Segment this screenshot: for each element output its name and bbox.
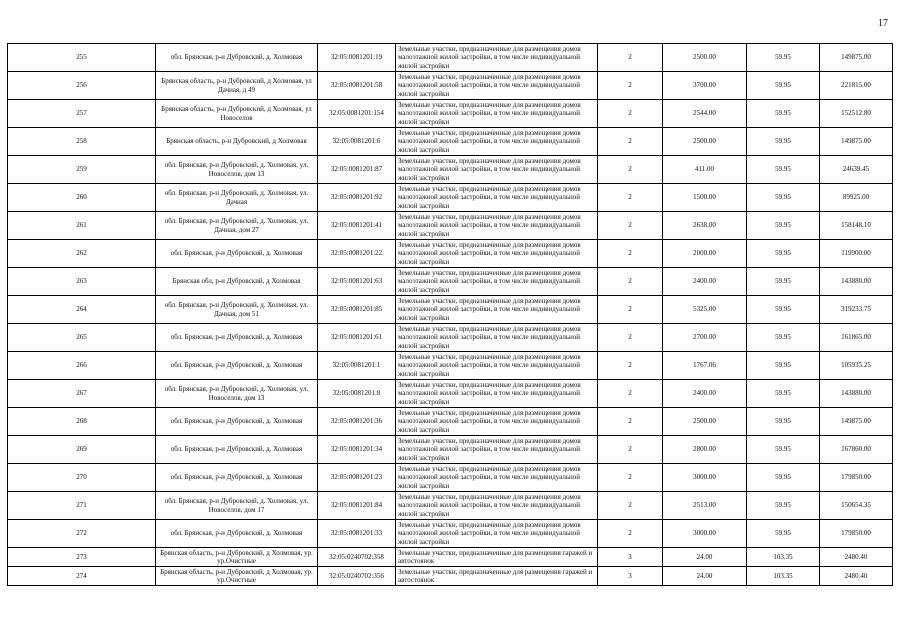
land-use-cell: Земельные участки, предназначенные для размещения домов малоэтажной жилой застройки, в том числе индивидуальной жилой застройки xyxy=(396,100,598,128)
cadastral-cost-cell: 105935.25 xyxy=(820,352,893,380)
land-use-cell: Земельные участки, предназначенные для размещения домов малоэтажной жилой застройки, в том числе индивидуальной жилой застройки xyxy=(396,436,598,464)
group-cell: 2 xyxy=(598,100,663,128)
area-cell: 2544.00 xyxy=(663,100,747,128)
rate-cell: 103.35 xyxy=(747,548,820,567)
cadastral-cost-cell: 89925.00 xyxy=(820,184,893,212)
land-use-cell: Земельные участки, предназначенные для размещения домов малоэтажной жилой застройки, в том числе индивидуальной жилой застройки xyxy=(396,324,598,352)
table-row xyxy=(8,464,893,492)
group-cell: 2 xyxy=(598,72,663,100)
table-row xyxy=(8,492,893,520)
row-number: 260 xyxy=(8,184,156,212)
table-row xyxy=(8,567,893,586)
rate-cell: 59.95 xyxy=(747,296,820,324)
row-number: 263 xyxy=(8,268,156,296)
rate-cell: 59.95 xyxy=(747,44,820,72)
table-row xyxy=(8,436,893,464)
address-cell: обл. Брянская, р-н Дубровский, д. Холмовая, ул. Дачная, дом 51 xyxy=(156,296,318,324)
area-cell: 2800.00 xyxy=(663,436,747,464)
area-cell: 2500.00 xyxy=(663,44,747,72)
rate-cell: 59.95 xyxy=(747,72,820,100)
table-row xyxy=(8,520,893,548)
table-row xyxy=(8,324,893,352)
group-cell: 2 xyxy=(598,44,663,72)
group-cell: 2 xyxy=(598,240,663,268)
address-cell: обл. Брянская, р-н Дубровский, д. Холмовая xyxy=(156,520,318,548)
land-use-cell: Земельные участки, предназначенные для размещения домов малоэтажной жилой застройки, в том числе индивидуальной жилой застройки xyxy=(396,268,598,296)
table-row xyxy=(8,268,893,296)
land-use-cell: Земельные участки, предназначенные для размещения домов малоэтажной жилой застройки, в том числе индивидуальной жилой застройки xyxy=(396,156,598,184)
row-number: 255 xyxy=(8,44,156,72)
cadastral-number-cell: 32:05:0081201:58 xyxy=(318,72,396,100)
group-cell: 3 xyxy=(598,567,663,586)
rate-cell: 59.95 xyxy=(747,128,820,156)
cadastral-cost-cell: 2480.40 xyxy=(820,567,893,586)
table-row xyxy=(8,352,893,380)
cadastral-number-cell: 32:05:0081201:87 xyxy=(318,156,396,184)
area-cell: 1767.06 xyxy=(663,352,747,380)
group-cell: 2 xyxy=(598,184,663,212)
row-number: 262 xyxy=(8,240,156,268)
address-cell: обл. Брянская, р-н Дубровский, д. Холмовая, ул. Новоселов, дом 17 xyxy=(156,492,318,520)
rate-cell: 59.95 xyxy=(747,464,820,492)
row-number: 266 xyxy=(8,352,156,380)
cadastral-number-cell: 32:05:0081201:41 xyxy=(318,212,396,240)
cadastral-number-cell: 32:05:0081201:36 xyxy=(318,408,396,436)
cadastral-number-cell: 32:05:0081201:8 xyxy=(318,380,396,408)
cadastral-number-cell: 32:05:0081201:34 xyxy=(318,436,396,464)
address-cell: обл. Брянская, р-н Дубровский, д. Холмовая, ул. Новоселов, дом 13 xyxy=(156,380,318,408)
cadastral-cost-cell: 152512.80 xyxy=(820,100,893,128)
cadastral-number-cell: 32:05:0081201:85 xyxy=(318,296,396,324)
row-number: 261 xyxy=(8,212,156,240)
group-cell: 2 xyxy=(598,408,663,436)
table-row xyxy=(8,156,893,184)
cadastral-cost-cell: 319233.75 xyxy=(820,296,893,324)
cadastral-cost-cell: 179850.00 xyxy=(820,520,893,548)
address-cell: обл. Брянская, р-н Дубровский, д. Холмовая, ул. Дачная xyxy=(156,184,318,212)
address-cell: Брянская область, р-н Дубровский, д Холмовая, ул Новоселов xyxy=(156,100,318,128)
group-cell: 2 xyxy=(598,128,663,156)
row-number: 258 xyxy=(8,128,156,156)
area-cell: 24.00 xyxy=(663,548,747,567)
group-cell: 2 xyxy=(598,212,663,240)
land-use-cell: Земельные участки, предназначенные для размещения гаражей и автостоянок xyxy=(396,548,598,567)
row-number: 269 xyxy=(8,436,156,464)
table-row xyxy=(8,44,893,72)
address-cell: обл. Брянская, р-н Дубровский, д. Холмовая, ул. Новоселов, дом 13 xyxy=(156,156,318,184)
land-use-cell: Земельные участки, предназначенные для размещения домов малоэтажной жилой застройки, в том числе индивидуальной жилой застройки xyxy=(396,492,598,520)
rate-cell: 59.95 xyxy=(747,100,820,128)
land-use-cell: Земельные участки, предназначенные для размещения домов малоэтажной жилой застройки, в том числе индивидуальной жилой застройки xyxy=(396,240,598,268)
group-cell: 2 xyxy=(598,352,663,380)
cadastral-cost-cell: 179850.00 xyxy=(820,464,893,492)
rate-cell: 59.95 xyxy=(747,184,820,212)
cadastral-number-cell: 32:05:0240702:358 xyxy=(318,548,396,567)
rate-cell: 59.95 xyxy=(747,324,820,352)
rate-cell: 59.95 xyxy=(747,520,820,548)
cadastral-cost-cell: 150654.35 xyxy=(820,492,893,520)
row-number: 268 xyxy=(8,408,156,436)
cadastral-cost-cell: 149875.00 xyxy=(820,44,893,72)
row-number: 274 xyxy=(8,567,156,586)
rate-cell: 59.95 xyxy=(747,408,820,436)
area-cell: 3000.00 xyxy=(663,464,747,492)
cadastral-number-cell: 32:05:0081201:154 xyxy=(318,100,396,128)
group-cell: 2 xyxy=(598,436,663,464)
cadastral-cost-cell: 221815.00 xyxy=(820,72,893,100)
cadastral-cost-cell: 143880.00 xyxy=(820,268,893,296)
address-cell: обл. Брянская, р-н Дубровский, д. Холмовая xyxy=(156,44,318,72)
table-row xyxy=(8,184,893,212)
cadastral-cost-cell: 149875.00 xyxy=(820,408,893,436)
rate-cell: 103.35 xyxy=(747,567,820,586)
row-number: 256 xyxy=(8,72,156,100)
group-cell: 2 xyxy=(598,380,663,408)
area-cell: 3700.00 xyxy=(663,72,747,100)
rate-cell: 59.95 xyxy=(747,436,820,464)
table-row xyxy=(8,212,893,240)
row-number: 259 xyxy=(8,156,156,184)
area-cell: 1500.00 xyxy=(663,184,747,212)
cadastral-cost-cell: 143880.00 xyxy=(820,380,893,408)
table-row xyxy=(8,408,893,436)
area-cell: 2400.00 xyxy=(663,380,747,408)
row-number: 272 xyxy=(8,520,156,548)
cadastral-cost-cell: 24639.45 xyxy=(820,156,893,184)
address-cell: Брянская обл, р-н Дубровский, д Холмовая xyxy=(156,268,318,296)
land-use-cell: Земельные участки, предназначенные для размещения гаражей и автостоянок xyxy=(396,567,598,586)
cadastral-number-cell: 32:05:0081201:84 xyxy=(318,492,396,520)
cadastral-number-cell: 32:05:0081201:19 xyxy=(318,44,396,72)
address-cell: обл. Брянская, р-н Дубровский, д. Холмовая xyxy=(156,240,318,268)
address-cell: Брянская область, р-н Дубровский, д Холмовая, ур. ур.Очистные xyxy=(156,567,318,586)
address-cell: обл. Брянская, р-н Дубровский, д. Холмовая xyxy=(156,464,318,492)
rate-cell: 59.95 xyxy=(747,240,820,268)
land-use-cell: Земельные участки, предназначенные для размещения домов малоэтажной жилой застройки, в том числе индивидуальной жилой застройки xyxy=(396,72,598,100)
cadastral-cost-cell: 2480.40 xyxy=(820,548,893,567)
row-number: 270 xyxy=(8,464,156,492)
group-cell: 2 xyxy=(598,492,663,520)
row-number: 265 xyxy=(8,324,156,352)
land-use-cell: Земельные участки, предназначенные для размещения домов малоэтажной жилой застройки, в том числе индивидуальной жилой застройки xyxy=(396,464,598,492)
table-row xyxy=(8,548,893,567)
area-cell: 2400.00 xyxy=(663,268,747,296)
land-registry-table xyxy=(7,43,893,586)
cadastral-cost-cell: 119900.00 xyxy=(820,240,893,268)
area-cell: 2513.00 xyxy=(663,492,747,520)
table-row xyxy=(8,296,893,324)
group-cell: 2 xyxy=(598,296,663,324)
land-use-cell: Земельные участки, предназначенные для размещения домов малоэтажной жилой застройки, в том числе индивидуальной жилой застройки xyxy=(396,408,598,436)
table-row xyxy=(8,128,893,156)
area-cell: 2500.00 xyxy=(663,408,747,436)
cadastral-cost-cell: 158148.10 xyxy=(820,212,893,240)
row-number: 273 xyxy=(8,548,156,567)
address-cell: Брянская область, р-н Дубровский, д Холмовая, ур. ур.Очистные xyxy=(156,548,318,567)
address-cell: Брянская область, р-н Дубровский, д Холмовая xyxy=(156,128,318,156)
row-number: 257 xyxy=(8,100,156,128)
land-use-cell: Земельные участки, предназначенные для размещения домов малоэтажной жилой застройки, в том числе индивидуальной жилой застройки xyxy=(396,128,598,156)
address-cell: обл. Брянская, р-н Дубровский, д. Холмовая xyxy=(156,436,318,464)
rate-cell: 59.95 xyxy=(747,380,820,408)
rate-cell: 59.95 xyxy=(747,156,820,184)
area-cell: 2000.00 xyxy=(663,240,747,268)
table-row xyxy=(8,100,893,128)
cadastral-number-cell: 32:05:0081201:63 xyxy=(318,268,396,296)
cadastral-number-cell: 32:05:0081201:61 xyxy=(318,324,396,352)
address-cell: обл. Брянская, р-н Дубровский, д. Холмовая xyxy=(156,324,318,352)
area-cell: 2638.00 xyxy=(663,212,747,240)
area-cell: 3000.00 xyxy=(663,520,747,548)
land-use-cell: Земельные участки, предназначенные для размещения домов малоэтажной жилой застройки, в том числе индивидуальной жилой застройки xyxy=(396,184,598,212)
group-cell: 2 xyxy=(598,464,663,492)
land-use-cell: Земельные участки, предназначенные для размещения домов малоэтажной жилой застройки, в том числе индивидуальной жилой застройки xyxy=(396,44,598,72)
group-cell: 2 xyxy=(598,520,663,548)
address-cell: обл. Брянская, р-н Дубровский, д. Холмовая xyxy=(156,352,318,380)
cadastral-cost-cell: 167860.00 xyxy=(820,436,893,464)
table-row xyxy=(8,380,893,408)
cadastral-number-cell: 32:05:0081201:33 xyxy=(318,520,396,548)
page-number: 17 xyxy=(878,18,888,29)
area-cell: 2500.00 xyxy=(663,128,747,156)
area-cell: 5325.00 xyxy=(663,296,747,324)
address-cell: Брянская область, р-н Дубровский, д Холмовая, ул Дачная, д 49 xyxy=(156,72,318,100)
group-cell: 2 xyxy=(598,268,663,296)
cadastral-number-cell: 32:05:0081201:1 xyxy=(318,352,396,380)
land-use-cell: Земельные участки, предназначенные для размещения домов малоэтажной жилой застройки, в том числе индивидуальной жилой застройки xyxy=(396,212,598,240)
cadastral-cost-cell: 161865.00 xyxy=(820,324,893,352)
area-cell: 24.00 xyxy=(663,567,747,586)
land-use-cell: Земельные участки, предназначенные для размещения домов малоэтажной жилой застройки, в том числе индивидуальной жилой застройки xyxy=(396,352,598,380)
cadastral-number-cell: 32:05:0081201:92 xyxy=(318,184,396,212)
cadastral-number-cell: 32:05:0240702:356 xyxy=(318,567,396,586)
cadastral-number-cell: 32:05:0081201:6 xyxy=(318,128,396,156)
row-number: 271 xyxy=(8,492,156,520)
row-number: 264 xyxy=(8,296,156,324)
cadastral-cost-cell: 149875.00 xyxy=(820,128,893,156)
rate-cell: 59.95 xyxy=(747,352,820,380)
cadastral-number-cell: 32:05:0081201:22 xyxy=(318,240,396,268)
area-cell: 2700.00 xyxy=(663,324,747,352)
group-cell: 2 xyxy=(598,156,663,184)
rate-cell: 59.95 xyxy=(747,212,820,240)
land-use-cell: Земельные участки, предназначенные для размещения домов малоэтажной жилой застройки, в том числе индивидуальной жилой застройки xyxy=(396,296,598,324)
group-cell: 3 xyxy=(598,548,663,567)
rate-cell: 59.95 xyxy=(747,492,820,520)
address-cell: обл. Брянская, р-н Дубровский, д. Холмовая, ул. Дачная, дом 27 xyxy=(156,212,318,240)
rate-cell: 59.95 xyxy=(747,268,820,296)
row-number: 267 xyxy=(8,380,156,408)
table-row xyxy=(8,240,893,268)
land-use-cell: Земельные участки, предназначенные для размещения домов малоэтажной жилой застройки, в том числе индивидуальной жилой застройки xyxy=(396,520,598,548)
address-cell: обл. Брянская, р-н Дубровский, д. Холмовая xyxy=(156,408,318,436)
cadastral-number-cell: 32:05:0081201:23 xyxy=(318,464,396,492)
group-cell: 2 xyxy=(598,324,663,352)
land-use-cell: Земельные участки, предназначенные для размещения домов малоэтажной жилой застройки, в том числе индивидуальной жилой застройки xyxy=(396,380,598,408)
area-cell: 411.00 xyxy=(663,156,747,184)
table-body xyxy=(8,44,893,586)
table-row xyxy=(8,72,893,100)
